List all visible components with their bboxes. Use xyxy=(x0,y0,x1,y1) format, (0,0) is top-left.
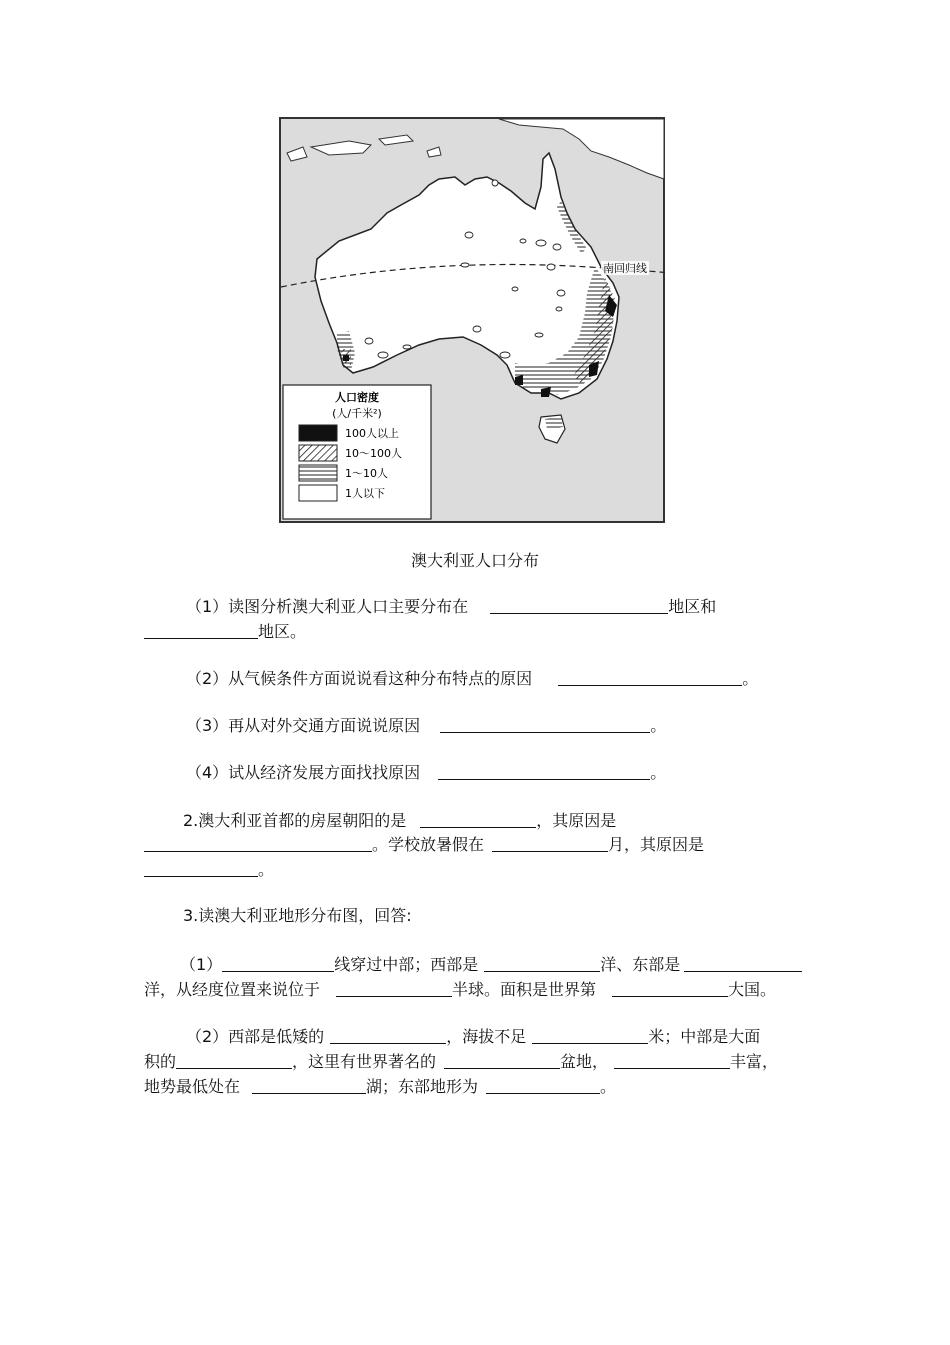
tropic-label: 南回归线 xyxy=(603,262,647,275)
q3-part2-text-d: 积的 xyxy=(144,1052,177,1071)
q1-part3-text: （3）再从对外交通方面说说原因 xyxy=(186,716,421,735)
q3-part2-end: 。 xyxy=(600,1077,617,1096)
legend-label-below-1: 1人以下 xyxy=(345,487,385,500)
australia-population-map xyxy=(279,117,665,523)
q3-part1-text-a: （1） xyxy=(180,955,223,974)
q1-part1-text-a: （1）读图分析澳大利亚人口主要分布在 xyxy=(186,597,469,616)
q1-part1-line2 xyxy=(144,622,306,642)
answer-blank[interactable] xyxy=(612,980,728,997)
answer-blank[interactable] xyxy=(614,1052,730,1069)
legend-unit: (人/千米²) xyxy=(332,407,382,420)
legend-swatch-100-plus xyxy=(299,425,337,441)
answer-blank[interactable] xyxy=(486,1077,600,1094)
legend-swatch-10-100 xyxy=(299,445,337,461)
q3-part2-text-h: 地势最低处在 xyxy=(144,1077,241,1096)
legend-label-10-100: 10～100人 xyxy=(345,447,402,460)
q1-part4-end: 。 xyxy=(650,763,667,782)
answer-blank[interactable] xyxy=(558,669,742,686)
q2-line2 xyxy=(144,835,704,855)
q3-part1-text-b: 线穿过中部；西部是 xyxy=(334,955,479,974)
q3-part2-text-c: 米；中部是大面 xyxy=(648,1027,761,1046)
q3-part2-text-e: ，这里有世界著名的 xyxy=(292,1052,437,1071)
answer-blank[interactable] xyxy=(222,955,334,972)
q3-part1-text-f: 大国。 xyxy=(728,980,777,999)
q1-part3-end: 。 xyxy=(650,716,667,735)
q3-part2-text-g: 丰富， xyxy=(730,1052,779,1071)
q2-text-a: 2.澳大利亚首都的房屋朝阳的是 xyxy=(183,811,407,830)
density-band-1-10 xyxy=(545,417,563,429)
answer-blank[interactable] xyxy=(330,1027,446,1044)
answer-blank[interactable] xyxy=(420,811,536,828)
q3-part2-line2 xyxy=(144,1052,778,1072)
q1-part3-line xyxy=(186,716,666,736)
q2-text-b: ，其原因是 xyxy=(536,811,617,830)
q3-part1-text-d: 洋，从经度位置来说位于 xyxy=(144,980,321,999)
q1-part2-line xyxy=(186,669,758,689)
q2-line1 xyxy=(183,811,616,831)
legend-swatch-1-10 xyxy=(299,465,337,481)
answer-blank[interactable] xyxy=(336,980,452,997)
answer-blank[interactable] xyxy=(532,1027,648,1044)
q1-part4-text: （4）试从经济发展方面找找原因 xyxy=(186,763,421,782)
q3-part2-text-i: 湖；东部地形为 xyxy=(366,1077,479,1096)
q1-part1-text-c: 地区。 xyxy=(258,622,307,641)
answer-blank[interactable] xyxy=(684,955,802,972)
answer-blank[interactable] xyxy=(438,763,650,780)
legend-title: 人口密度 xyxy=(335,391,379,404)
q3-part2-line1 xyxy=(186,1027,760,1047)
q1-part1-text-b: 地区和 xyxy=(668,597,717,616)
q1-part2-end: 。 xyxy=(742,669,759,688)
q3-part2-text-f: 盆地， xyxy=(560,1052,609,1071)
q3-part2-text-b: ，海拔不足 xyxy=(446,1027,527,1046)
legend-label-1-10: 1～10人 xyxy=(345,467,388,480)
q1-part2-text: （2）从气候条件方面说说看这种分布特点的原因 xyxy=(186,669,533,688)
q3-heading: 3.读澳大利亚地形分布图，回答: xyxy=(183,906,412,925)
q3-part1-line2 xyxy=(144,980,776,1000)
answer-blank[interactable] xyxy=(144,860,258,877)
answer-blank[interactable] xyxy=(144,622,258,639)
q3-part1-text-e: 半球。面积是世界第 xyxy=(452,980,597,999)
answer-blank[interactable] xyxy=(440,716,650,733)
q1-part1-line1 xyxy=(186,597,716,617)
population-map-figure xyxy=(279,117,665,523)
legend-swatch-below-1 xyxy=(299,485,337,501)
answer-blank[interactable] xyxy=(444,1052,560,1069)
answer-blank[interactable] xyxy=(484,955,600,972)
legend-label-100-plus: 100人以上 xyxy=(345,427,399,440)
q3-part2-text-a: （2）西部是低矮的 xyxy=(186,1027,325,1046)
answer-blank[interactable] xyxy=(252,1077,366,1094)
q2-line3 xyxy=(144,860,274,880)
answer-blank[interactable] xyxy=(176,1052,292,1069)
answer-blank[interactable] xyxy=(490,597,668,614)
q2-text-d: 月，其原因是 xyxy=(608,835,705,854)
q1-part4-line xyxy=(186,763,666,783)
q3-part1-line1 xyxy=(180,955,802,975)
answer-blank[interactable] xyxy=(492,835,608,852)
q3-part2-line3 xyxy=(144,1077,616,1097)
q2-end: 。 xyxy=(258,860,275,879)
density-band-100-plus xyxy=(343,355,349,361)
q3-part1-text-c: 洋、东部是 xyxy=(600,955,681,974)
figure-caption: 澳大利亚人口分布 xyxy=(410,551,539,570)
answer-blank[interactable] xyxy=(144,835,372,852)
q2-text-c: 。学校放暑假在 xyxy=(372,835,485,854)
